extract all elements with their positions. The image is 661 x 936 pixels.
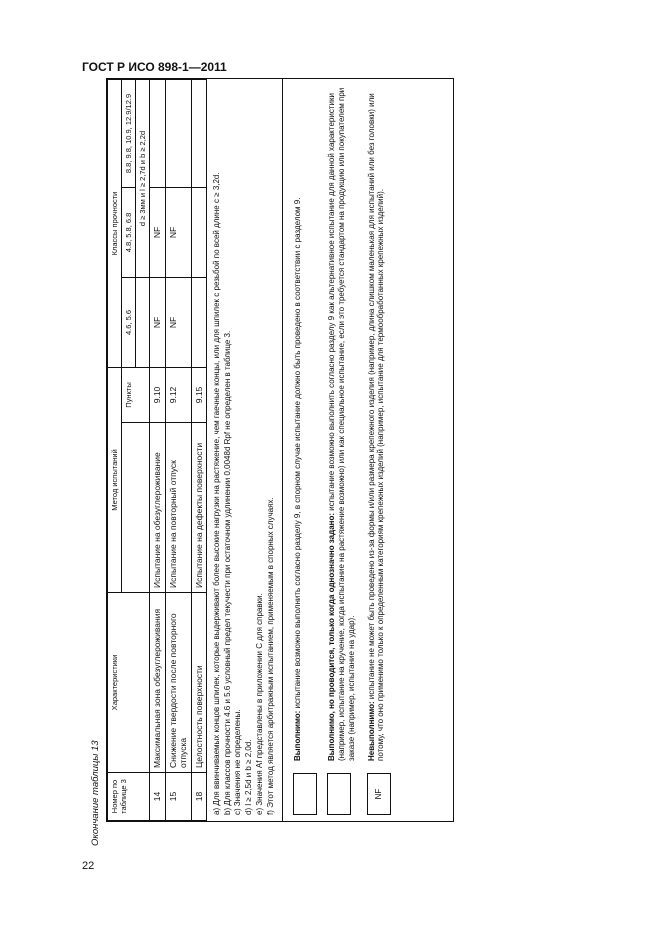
- table-row: 15 Снижение твердости после повторного отпуска Испытание на повторный отпуск 9.12 NF NF: [165, 80, 191, 821]
- legend-title: Невыполнимо:: [366, 701, 376, 761]
- legend-box: [293, 773, 317, 815]
- col-classes-header: Классы прочности: [108, 80, 122, 368]
- page-number: 22: [82, 860, 95, 872]
- legend-item: [367, 85, 391, 815]
- legend-box: NF: [367, 773, 391, 815]
- table-row: 18 Целостность поверхности Испытание на дефекты поверхности 9.15: [191, 80, 206, 821]
- legend-text: испытание не может быть проведено из-за формы и/или размера крепежного изделия (например, длина слишком маленькая для испытаний или без головки) или потому, что оно применимо только к определенным категориям крепежных изделий (например, испытание для термообработанных крепежных изделий).: [366, 93, 386, 761]
- legend-item: [293, 85, 317, 815]
- legend-text: испытание возможно выполнить согласно разделу 9, в спорном случае испытание должно быть проведено в соответствии с разделом 9.: [293, 197, 303, 709]
- footnote: a) Для ввинчиваемых концов шпилек, которые выдерживают более высокие нагрузки на растяжение, чем гаечные концы, или для шпилек с резьбой по всей длине c ≥ 3,2d.: [211, 172, 221, 815]
- footnote: e) Значения Af представлены в приложении С для справки.: [254, 593, 264, 815]
- document-header: ГОСТ Р ИСО 898-1—2011: [82, 60, 227, 74]
- class-condition: d ≥ 3мм и l ≥ 2,7d и b ≥ 2,2d: [136, 80, 150, 278]
- table-title: Окончание таблицы 13: [90, 740, 101, 846]
- table-footnotes: [207, 79, 284, 821]
- data-table: [107, 79, 207, 821]
- legend-item: [327, 85, 356, 815]
- footnote: b) Для классов прочности 4.6 и 5.6 условный предел текучести при остаточном удлинении 0,0048d Rpf не определен в таблице 3.: [222, 330, 232, 815]
- class-c2: 4.8, 5.8, 6.8: [122, 187, 136, 277]
- col-method-header: Метод испытаний: [108, 367, 122, 592]
- footnote: c) Значения не определены.: [233, 709, 243, 815]
- col-char-header: Характеристики: [108, 593, 150, 773]
- class-c1: 4.6, 5.6: [122, 277, 136, 367]
- footnote: d) l ≥ 2,5d и b ≥ 2,0d.: [244, 739, 254, 815]
- class-c3: 8.8, 9.8, 10.9, 12.9/12.9: [122, 80, 136, 188]
- legend-title: Выполнимо:: [293, 710, 303, 761]
- col-num-header: Номер по таблице 3: [108, 773, 150, 821]
- footnote: f) Этот метод является арбитражным испытанием, применяемым в спорных случаях.: [265, 497, 275, 815]
- table-row: 14 Максимальная зона обезуглероживания Испытание на обезуглероживание 9.10 NF NF: [150, 80, 165, 821]
- legend-box: [327, 773, 351, 815]
- rotated-table-area: [90, 76, 490, 846]
- legend-title: Выполнимо, но проводится, только когда однозначно задано:: [327, 512, 337, 761]
- legend-text: испытание возможно выполнить согласно разделу 9 как альтернативное испытание для данной характеристики (например, испытание на кручение, когда испытание на растяжение возможно) или как специальное испытание, если это требуется стандартом на продукцию или покупателем при заказе (например, испытание на удар).: [327, 87, 356, 761]
- legend: [283, 79, 404, 821]
- col-clauses-header: Пункты: [122, 367, 150, 422]
- table-frame: [106, 78, 454, 822]
